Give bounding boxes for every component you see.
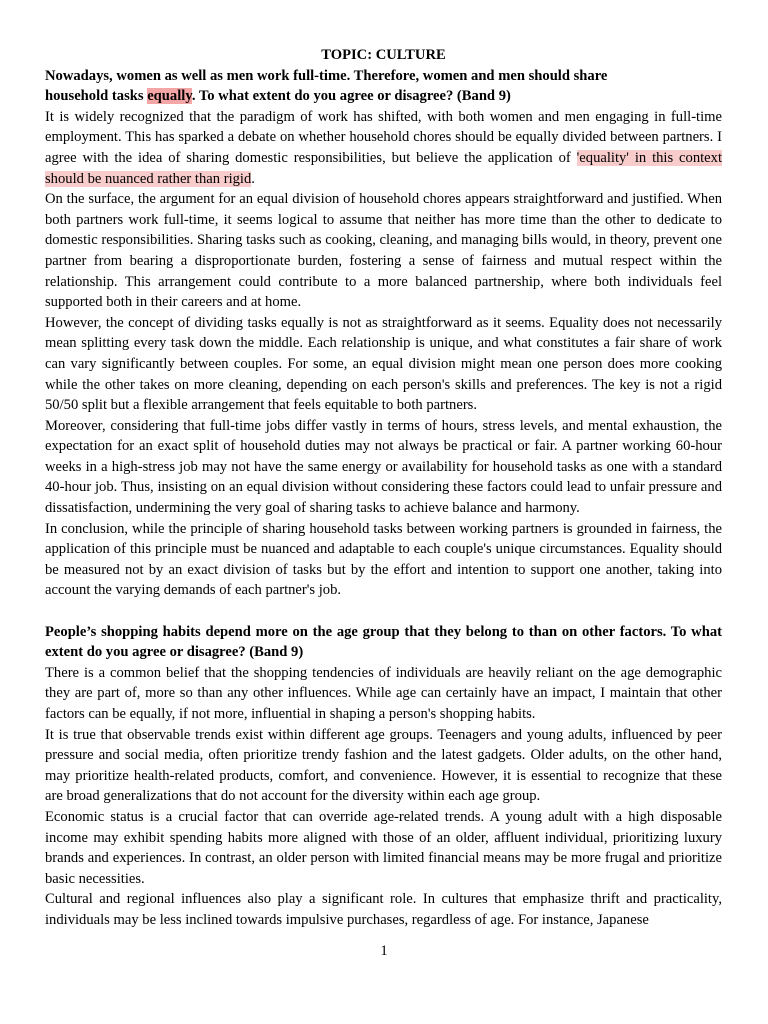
essay2-paragraph: It is true that observable trends exist within different age groups. Teenagers and young adults, influenced by peer pressure and social media, often prioritize trendy fashion and the latest gadgets. Older adults, on the other hand, may prioritize health-related products, comfort, and convenience. However, it is essential to recognize that these are broad generalizations that do not account for the diversity within each age group.: [45, 726, 722, 805]
essay1-question-highlight: equally: [147, 88, 192, 105]
essay1-paragraph: In conclusion, while the principle of sharing household tasks between working partners is grounded in fairness, the application of this principle must be nuanced and adaptable to each couple's unique circumstances. Equality should be measured not by an exact division of tasks but by the effort and intention to support one another, taking into account the varying demands of each partner's job.: [45, 520, 722, 599]
essay2-paragraph: There is a common belief that the shopping tendencies of individuals are heavily reliant on the age demographic they are part of, more so than any other influences. While age can certainly have an impact, I maintain that other factors can be equally, if not more, influential in shaping a person's shopping habits.: [45, 664, 722, 722]
essay1-intro-text: It is widely recognized that the paradigm of work has shifted, with both women and men engaging in full-time employment. This has sparked a debate on whether household chores should be equally divided between partners. I agree with the idea of sharing domestic responsibilities, but believe the application of: [45, 108, 722, 166]
essay2-paragraph: Economic status is a crucial factor that can override age-related trends. A young adult with a high disposable income may exhibit spending habits more aligned with those of an older, affluent individual, prioritizing luxury brands and experiences. In contrast, an older person with limited financial means may be more frugal and prioritize basic necessities.: [45, 808, 722, 887]
essay1-question-line1: Nowadays, women as well as men work full-time. Therefore, women and men should share: [45, 67, 608, 84]
essay1-paragraph: Moreover, considering that full-time jobs differ vastly in terms of hours, stress levels, and mental exhaustion, the expectation for an exact split of household duties may not always be practical or fair. A partner working 60-hour weeks in a high-stress job may not have the same energy or availability for household tasks as one with a standard 40-hour job. Thus, insisting on an equal division without considering these factors could lead to unfair pressure and dissatisfaction, undermining the very goal of sharing tasks to achieve balance and harmony.: [45, 417, 722, 517]
page-title: TOPIC: CULTURE: [321, 47, 446, 63]
essay1-intro-end: .: [251, 170, 255, 187]
essay1-question-line2-after: . To what extent do you agree or disagree? (Band 9): [191, 88, 511, 105]
essay1-question: [45, 66, 722, 107]
essay1-intro-paragraph: [45, 107, 722, 189]
spacer: [45, 601, 722, 622]
essay1-question-line2-before: household tasks: [45, 88, 148, 105]
essay1-intro-highlight: 'equality' in this context should be nuanced rather than rigid: [45, 149, 723, 187]
page-number: 1: [380, 943, 388, 959]
essay2-paragraph: Cultural and regional influences also play a significant role. In cultures that emphasize thrift and practicality, individuals may be less inclined towards impulsive purchases, regardless of age. For instance, Japanese: [45, 891, 722, 928]
essay1-paragraph: However, the concept of dividing tasks equally is not as straightforward as it seems. Equality does not necessarily mean splitting every task down the middle. Each relationship is unique, and what constitutes a fair share of work can vary significantly between couples. For some, an equal division might mean one person does more cooking while the other takes on more cleaning, depending on each person's skills and preferences. The key is not a rigid 50/50 split but a flexible arrangement that feels equitable to both partners.: [45, 314, 722, 414]
essay1-paragraph: On the surface, the argument for an equal division of household chores appears straightforward and justified. When both partners work full-time, it seems logical to assume that neither has more time than the other to dedicate to domestic responsibilities. Sharing tasks such as cooking, cleaning, and managing bills would, in theory, prevent one partner from bearing a disproportionate burden, fostering a sense of fairness and mutual respect within the relationship. This arrangement could contribute to a more balanced partnership, where both individuals feel supported both in their careers and at home.: [45, 191, 722, 311]
document-page: [45, 45, 722, 931]
essay2-question: People’s shopping habits depend more on the age group that they belong to than on other factors. To what extent do you agree or disagree? (Band 9): [45, 623, 722, 661]
